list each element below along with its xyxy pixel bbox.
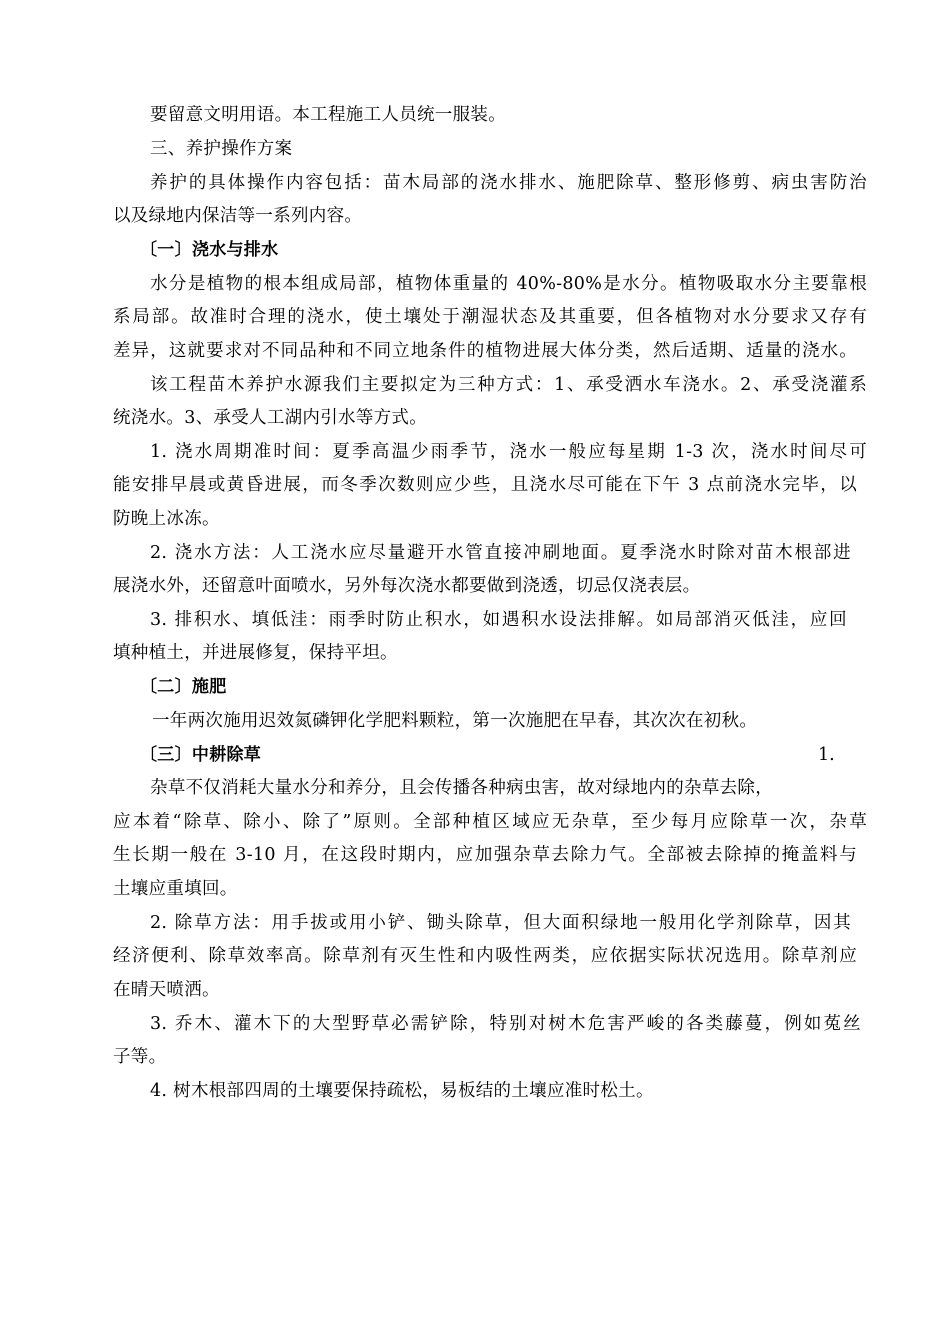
- paragraph-line: 防晚上冰冻。: [113, 509, 220, 529]
- paragraph-line: 在晴天喷洒。: [113, 980, 220, 1000]
- paragraph-line: 2. 除草方法：用手拔或用小铲、锄头除草，但大面积绿地一般用化学剂除草，因其: [150, 913, 851, 933]
- list-number: 1.: [818, 745, 835, 765]
- paragraph-line: 该工程苗木养护水源我们主要拟定为三种方式：1、承受洒水车浇水。2、承受浇灌系: [150, 375, 867, 395]
- paragraph-line: 要留意文明用语。本工程施工人员统一服装。: [150, 105, 506, 125]
- paragraph-line: 差异，这就要求对不同品种和不同立地条件的植物进展大体分类，然后适期、适量的浇水。: [113, 341, 857, 361]
- paragraph-line: 以及绿地内保洁等一系列内容。: [113, 206, 363, 226]
- paragraph-line: 4. 树木根部四周的土壤要保持疏松，易板结的土壤应准时松土。: [150, 1081, 654, 1101]
- paragraph-line: 展浇水外，还留意叶面喷水，另外每次浇水都要做到浇透，切忌仅浇表层。: [113, 576, 701, 596]
- paragraph-line: 水分是植物的根本组成局部，植物体重量的 40%-80%是水分。植物吸取水分主要靠根: [150, 274, 867, 294]
- paragraph-line: 子等。: [113, 1047, 167, 1067]
- paragraph-line: 1. 浇水周期准时间：夏季高温少雨季节，浇水一般应每星期 1-3 次，浇水时间尽可: [150, 442, 867, 462]
- paragraph-line: 2. 浇水方法：人工浇水应尽量避开水管直接冲刷地面。夏季浇水时除对苗木根部进: [150, 543, 851, 563]
- paragraph-line: 系局部。故准时合理的浇水，使土壤处于潮湿状态及其重要，但各植物对水分要求又存有: [113, 307, 867, 327]
- subsection-heading: 〔一〕浇水与排水: [140, 240, 279, 260]
- paragraph-line: 3. 乔木、灌木下的大型野草必需铲除，特别对树木危害严峻的各类藤蔓，例如菟丝: [150, 1014, 861, 1034]
- paragraph-line: 经济便利、除草效率高。除草剂有灭生性和内吸性两类，应依据实际状况选用。除草剂应: [113, 946, 857, 966]
- paragraph-line: 养护的具体操作内容包括：苗木局部的浇水排水、施肥除草、整形修剪、病虫害防治: [150, 173, 867, 193]
- paragraph-line: 统浇水。3、承受人工湖内引水等方式。: [113, 408, 428, 428]
- paragraph-line: 能安排早晨或黄昏进展，而冬季次数则应少些，且浇水尽可能在下午 3 点前浇水完毕，以: [113, 475, 857, 495]
- subsection-heading: 〔二〕施肥: [140, 677, 227, 697]
- paragraph-line: 杂草不仅消耗大量水分和养分，且会传播各种病虫害，故对绿地内的杂草去除，: [150, 778, 773, 798]
- section-heading: 三、养护操作方案: [150, 139, 293, 159]
- paragraph-line: 一年两次施用迟效氮磷钾化学肥料颗粒，第一次施肥在早春，其次次在初秋。: [152, 711, 758, 731]
- paragraph-line: 填种植土，并进展修复，保持平坦。: [113, 643, 398, 663]
- paragraph-line: 土壤应重填回。: [113, 879, 238, 899]
- paragraph-line: 生长期一般在 3-10 月，在这段时期内，应加强杂草去除力气。全部被去除掉的掩盖料与: [113, 845, 857, 865]
- subsection-heading: 〔三〕中耕除草: [140, 745, 262, 765]
- paragraph-line: 3. 排积水、填低洼：雨季时防止积水，如遇积水设法排解。如局部消灭低洼，应回: [150, 610, 847, 630]
- paragraph-line: 应本着“除草、除小、除了”原则。全部种植区域应无杂草，至少每月应除草一次，杂草: [113, 812, 867, 832]
